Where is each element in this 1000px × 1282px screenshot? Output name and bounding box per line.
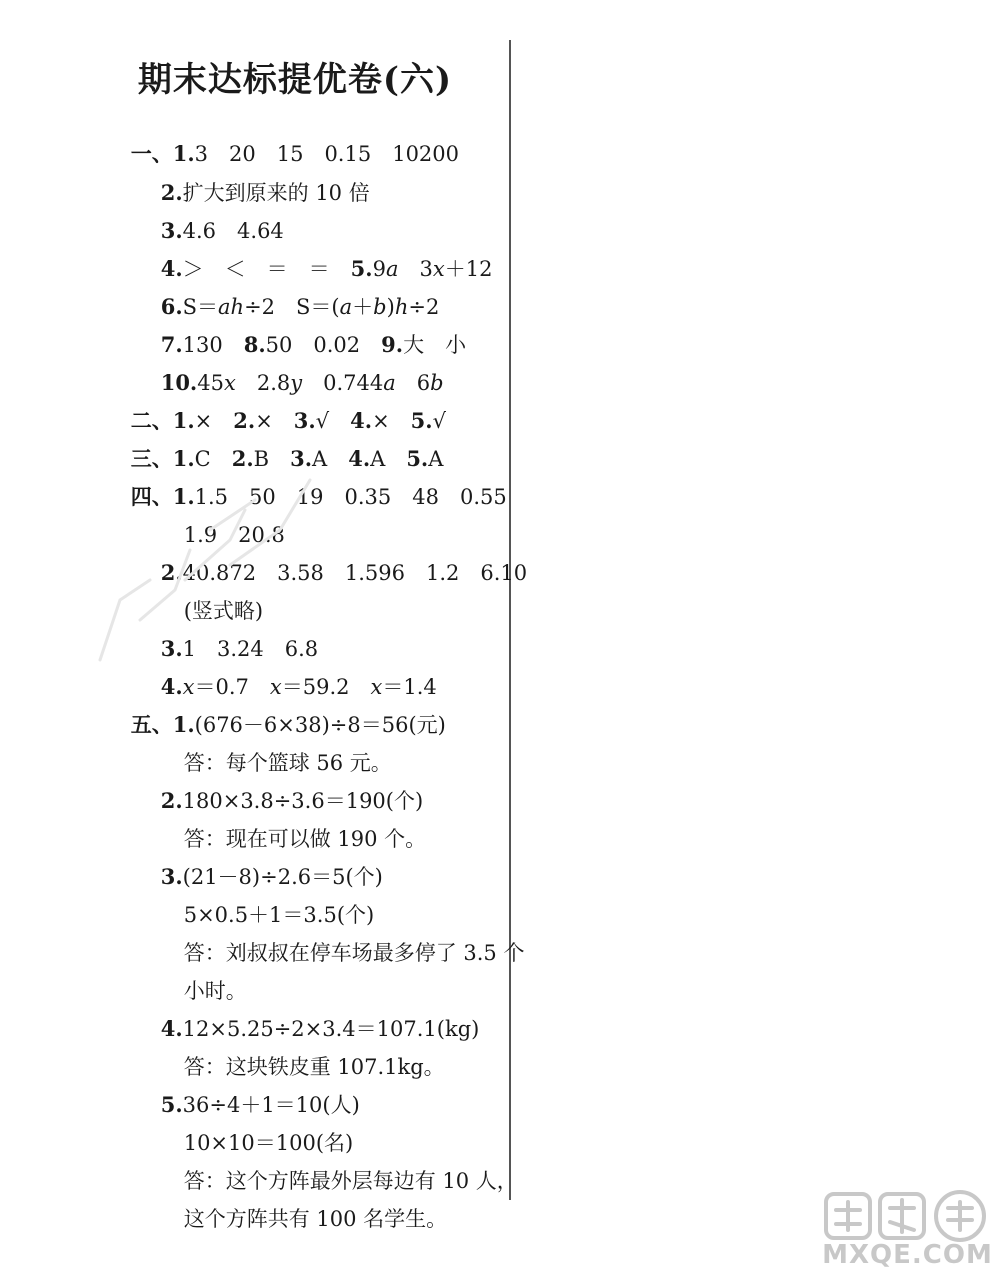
answer-text: 12×5.25÷2×3.4＝107.1(kg) [182, 1017, 480, 1041]
answer-text: ＝59.2 [281, 675, 371, 699]
item-number: 10. [160, 370, 198, 395]
item-number: 3. [160, 636, 183, 661]
item-number: 二、1. [130, 408, 195, 433]
answer-text: ÷2 S＝( [244, 295, 340, 319]
answer-text: C [194, 447, 232, 471]
answer-text: × [255, 409, 294, 433]
column-divider [509, 40, 511, 1200]
item-number: 4. [348, 446, 371, 471]
item-number: 4. [160, 1016, 183, 1041]
item-number: 4. [350, 408, 373, 433]
answer-line [157, 1177, 447, 1261]
answer-text: A [370, 447, 407, 471]
site-watermark [820, 1188, 995, 1278]
answer-text: (676－6×38)÷8＝56(元) [194, 713, 446, 737]
answer-text: A [428, 447, 444, 471]
variable: x [269, 675, 282, 699]
item-number: 5. [410, 408, 433, 433]
variable: ah [218, 295, 245, 319]
answer-text: 这个方阵共有 100 名学生。 [183, 1207, 448, 1231]
answer-text: 答：这块铁皮重 107.1kg。 [183, 1055, 445, 1079]
variable: a [383, 371, 396, 395]
item-number: 三、1. [130, 446, 195, 471]
answer-text: 1.5 50 19 0.35 48 0.55 [194, 485, 507, 509]
answer-text: 36÷4＋1＝10(人) [182, 1093, 360, 1117]
item-number: 3. [293, 408, 316, 433]
item-number: 3. [160, 218, 183, 243]
variable: b [430, 371, 444, 395]
answer-text: (21－8)÷2.6＝5(个) [182, 865, 383, 889]
variable: x [223, 371, 236, 395]
answer-text: 小时。 [183, 979, 247, 1003]
answer-text: A [312, 447, 349, 471]
watermark-url: MXQE.COM [822, 1240, 993, 1270]
answer-text: 10×10＝100(名) [183, 1131, 354, 1155]
item-number: 9. [381, 332, 404, 357]
answer-text: 1 3.24 6.8 [182, 637, 319, 661]
faint-watermark-icon [80, 470, 320, 680]
answer-text: 6 [395, 371, 431, 395]
item-number: 2. [160, 788, 183, 813]
variable: a [385, 257, 399, 281]
variable: b [373, 295, 387, 319]
item-number: 5. [350, 256, 373, 281]
answer-text: 3 [398, 257, 433, 281]
answer-text: √ [315, 409, 351, 433]
answer-text: ＝1.4 [382, 675, 437, 699]
answer-text: 130 [182, 333, 244, 357]
item-number: 2. [231, 446, 254, 471]
answer-text: 3 20 15 0.15 10200 [194, 142, 460, 166]
answer-text: B [253, 447, 291, 471]
answer-text: 2.8 [235, 371, 291, 395]
answer-text: ＝0.7 [194, 675, 270, 699]
answer-text: 答：刘叔叔在停车场最多停了 3.5 个 [183, 941, 525, 965]
variable: x [182, 675, 195, 699]
answer-text: 45 [197, 371, 224, 395]
item-number: 5. [406, 446, 429, 471]
variable: h [394, 295, 409, 319]
item-number: 4. [160, 674, 183, 699]
answer-text: ＋12 [444, 257, 493, 281]
answer-text: √ [432, 409, 446, 433]
variable: a [339, 295, 353, 319]
answer-text: 4.6 4.64 [182, 219, 284, 243]
variable: y [290, 371, 303, 395]
item-number: 6. [160, 294, 183, 319]
answer-text: (竖式略) [183, 599, 264, 623]
answer-text: ) [386, 295, 395, 319]
answer-text: 180×3.8÷3.6＝190(个) [182, 789, 424, 813]
answer-text: 9 [372, 257, 386, 281]
answer-text: 5×0.5＋1＝3.5(个) [183, 903, 375, 927]
page-title: 期末达标提优卷(六) [137, 60, 453, 100]
answer-text: 大 小 [403, 333, 467, 357]
item-number: 2. [233, 408, 256, 433]
item-number: 7. [160, 332, 183, 357]
item-number: 2. [160, 180, 183, 205]
item-number: 8. [243, 332, 266, 357]
answer-text: ＋ [352, 295, 374, 319]
answer-text: 0.744 [302, 371, 384, 395]
item-number: 五、1. [130, 712, 195, 737]
item-number: 一、1. [130, 141, 195, 166]
item-number: 3. [290, 446, 313, 471]
answer-text: 答：这个方阵最外层每边有 10 人， [183, 1169, 518, 1193]
item-number: 四、1. [130, 484, 195, 509]
answer-text: ÷2 [408, 295, 440, 319]
answer-text: 答：每个篮球 56 元。 [183, 751, 392, 775]
answer-text: 50 0.02 [265, 333, 382, 357]
item-number: 2. [160, 560, 183, 585]
answer-text: 答：现在可以做 190 个。 [183, 827, 427, 851]
answer-text: 40.872 3.58 1.596 1.2 6.10 [182, 561, 528, 585]
answer-text: 扩大到原来的 10 倍 [182, 181, 370, 205]
answer-text: ＞ ＜ ＝ ＝ [182, 257, 351, 281]
item-number: 5. [160, 1092, 183, 1117]
answer-text: × [372, 409, 411, 433]
answer-text: × [194, 409, 234, 433]
answer-text: S＝ [182, 295, 219, 319]
item-number: 4. [160, 256, 183, 281]
variable: x [432, 257, 445, 281]
variable: x [370, 675, 383, 699]
item-number: 3. [160, 864, 183, 889]
answer-text: 1.9 20.8 [183, 523, 285, 547]
